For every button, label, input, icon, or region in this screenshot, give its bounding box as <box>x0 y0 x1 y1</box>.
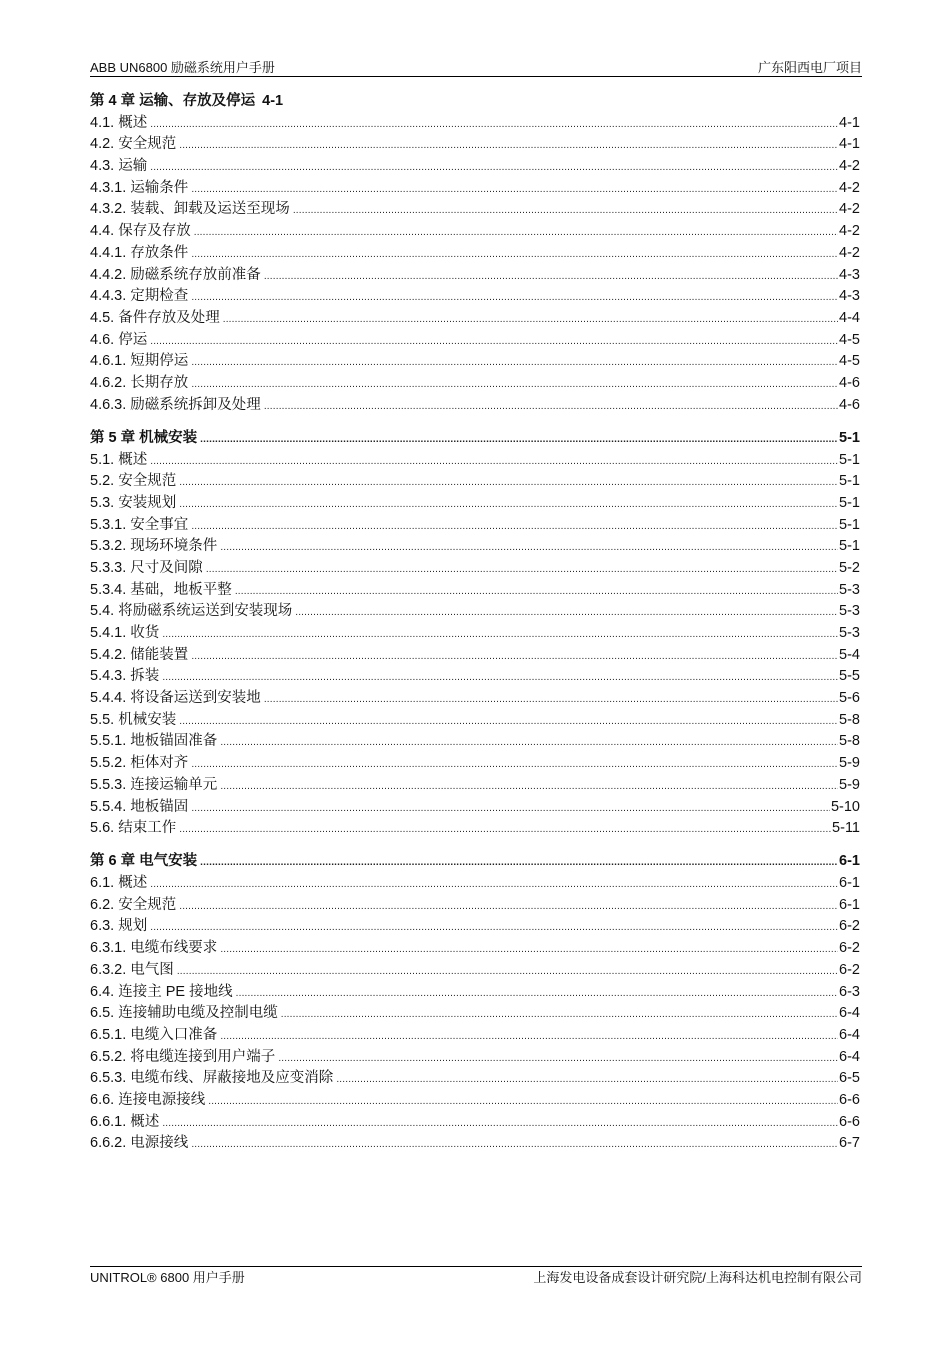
toc-dot-leader <box>293 200 838 222</box>
toc-entry[interactable] <box>90 113 860 135</box>
toc-entry-label: 第 4 章 运输、存放及停运 <box>90 93 256 109</box>
toc-dot-leader <box>206 559 838 581</box>
toc-entry[interactable] <box>90 221 860 243</box>
toc-chapter-entry[interactable] <box>90 428 860 450</box>
header-title: ABB UN6800 励磁系统用户手册 <box>90 60 275 75</box>
toc-entry-label: 5.2. 安全规范 <box>90 473 177 490</box>
toc-dot-leader <box>281 1004 838 1026</box>
toc-entry[interactable] <box>90 450 860 472</box>
toc-dot-leader <box>200 429 838 451</box>
toc-dot-leader <box>177 961 838 983</box>
header-project: 广东阳西电厂项目 <box>757 60 862 75</box>
page-footer <box>90 1268 862 1288</box>
toc-entry[interactable] <box>90 536 860 558</box>
toc-page-number: 4-3 <box>839 266 860 283</box>
toc-entry[interactable] <box>90 775 860 797</box>
toc-entry[interactable] <box>90 243 860 265</box>
toc-entry[interactable] <box>90 710 860 732</box>
toc-entry-label: 4.3. 运输 <box>90 158 148 175</box>
toc-entry-label: 5.6. 结束工作 <box>90 820 177 837</box>
toc-entry-label: 6.5.3. 电缆布线、屏蔽接地及应变消除 <box>90 1070 334 1087</box>
toc-page-number: 6-3 <box>839 983 860 1000</box>
toc-page-number: 4-5 <box>839 353 860 370</box>
toc-page-number: 5-4 <box>839 646 860 663</box>
toc-entry-label: 5.4. 将励磁系统运送到安装现场 <box>90 603 293 620</box>
toc-dot-leader <box>220 537 838 559</box>
toc-dot-leader <box>264 266 838 288</box>
page-header <box>90 56 862 76</box>
toc-page-number: 4-6 <box>839 396 860 413</box>
toc-entry-label: 5.3. 安装规划 <box>90 494 177 511</box>
toc-dot-leader <box>264 689 838 711</box>
toc-page-number: 5-1 <box>839 494 860 511</box>
toc-dot-leader <box>194 222 838 244</box>
toc-dot-leader <box>191 179 838 201</box>
toc-page-number: 6-2 <box>839 940 860 957</box>
toc-page-number: 4-5 <box>839 331 860 348</box>
table-of-contents <box>90 91 860 1155</box>
toc-entry-label: 4.6.1. 短期停运 <box>90 353 189 370</box>
toc-page-number: 4-4 <box>839 309 860 326</box>
toc-entry[interactable] <box>90 818 860 840</box>
toc-entry-label: 6.5. 连接辅助电缆及控制电缆 <box>90 1005 278 1022</box>
toc-entry[interactable] <box>90 731 860 753</box>
toc-entry-label: 4.1. 概述 <box>90 114 148 131</box>
toc-entry[interactable] <box>90 938 860 960</box>
toc-entry-label: 6.3.1. 电缆布线要求 <box>90 940 218 957</box>
toc-dot-leader <box>162 667 838 689</box>
toc-entry-label: 5.5. 机械安装 <box>90 711 177 728</box>
toc-entry[interactable] <box>90 753 860 775</box>
toc-dot-leader <box>191 646 838 668</box>
toc-chapter-entry[interactable] <box>90 851 860 873</box>
toc-page-number: 4-2 <box>839 244 860 261</box>
toc-dot-leader <box>208 1091 838 1113</box>
toc-page-number: 5-2 <box>839 559 860 576</box>
toc-dot-leader <box>278 1048 838 1070</box>
toc-entry-label: 5.3.1. 安全事宜 <box>90 516 189 533</box>
toc-entry[interactable] <box>90 797 860 819</box>
toc-dot-leader <box>179 135 838 157</box>
toc-dot-leader <box>191 374 838 396</box>
toc-dot-leader <box>191 1134 838 1156</box>
toc-entry-label: 5.5.1. 地板锚固准备 <box>90 733 218 750</box>
toc-page-number: 6-1 <box>839 896 860 913</box>
toc-entry[interactable] <box>90 395 860 417</box>
toc-page-number: 4-2 <box>839 223 860 240</box>
toc-dot-leader <box>162 624 838 646</box>
toc-entry-label: 第 5 章 机械安装 <box>90 429 198 446</box>
toc-entry[interactable] <box>90 308 860 330</box>
toc-entry[interactable] <box>90 960 860 982</box>
toc-page-number: 6-7 <box>839 1135 860 1152</box>
toc-page-number: 5-1 <box>839 538 860 555</box>
toc-page-number: 5-3 <box>839 603 860 620</box>
toc-entry-label: 5.5.4. 地板锚固 <box>90 798 189 815</box>
toc-dot-leader <box>191 754 838 776</box>
toc-dot-leader <box>179 472 838 494</box>
toc-page-number: 5-9 <box>839 776 860 793</box>
toc-entry[interactable] <box>90 1003 860 1025</box>
toc-page-number: 6-4 <box>839 1048 860 1065</box>
toc-entry[interactable] <box>90 623 860 645</box>
toc-page-number: 5-10 <box>830 798 860 815</box>
toc-chapter-entry[interactable] <box>90 91 860 113</box>
toc-entry-label: 4.4.1. 存放条件 <box>90 244 189 261</box>
toc-page-number: 5-9 <box>839 755 860 772</box>
toc-page-number: 6-5 <box>839 1070 860 1087</box>
toc-dot-leader <box>150 331 838 353</box>
toc-entry[interactable] <box>90 916 860 938</box>
toc-entry-label: 5.3.2. 现场环境条件 <box>90 538 218 555</box>
toc-page-number: 5-1 <box>839 451 860 468</box>
toc-entry-label: 4.6.2. 长期存放 <box>90 374 189 391</box>
toc-dot-leader <box>179 819 831 841</box>
toc-entry-label: 5.4.3. 拆装 <box>90 668 160 685</box>
toc-page-number: 5-1 <box>839 429 860 446</box>
toc-dot-leader <box>191 352 838 374</box>
toc-entry[interactable] <box>90 330 860 352</box>
toc-page-number: 5-1 <box>839 516 860 533</box>
toc-page-number: 5-11 <box>832 820 860 837</box>
toc-page-number: 4-1 <box>839 136 860 153</box>
toc-entry[interactable] <box>90 1090 860 1112</box>
toc-entry[interactable] <box>90 515 860 537</box>
toc-page-number: 6-6 <box>839 1091 860 1108</box>
toc-entry[interactable] <box>90 645 860 667</box>
toc-entry-label: 6.3. 规划 <box>90 918 148 935</box>
toc-dot-leader <box>179 494 838 516</box>
toc-entry-label: 5.4.1. 收货 <box>90 625 160 641</box>
toc-page-number: 5-8 <box>839 711 860 728</box>
toc-entry-label: 4.6.3. 励磁系统拆卸及处理 <box>90 396 261 413</box>
toc-entry[interactable] <box>90 982 860 1004</box>
toc-dot-leader <box>179 896 838 918</box>
toc-entry-label: 4.3.1. 运输条件 <box>90 179 189 196</box>
header-divider <box>90 76 862 77</box>
toc-dot-leader <box>150 157 838 179</box>
toc-page-number: 5-5 <box>839 668 860 685</box>
toc-dot-leader <box>150 917 838 939</box>
toc-entry[interactable] <box>90 156 860 178</box>
toc-entry[interactable] <box>90 134 860 156</box>
toc-entry[interactable] <box>90 471 860 493</box>
toc-entry-label: 5.3.3. 尺寸及间隙 <box>90 559 203 576</box>
toc-page-number: 6-1 <box>839 875 860 892</box>
toc-entry-label: 5.4.4. 将设备运送到安装地 <box>90 690 261 707</box>
toc-entry-label: 4.6. 停运 <box>90 331 148 348</box>
toc-page-number: 5-3 <box>839 625 860 641</box>
footer-company: 上海发电设备成套设计研究院/上海科达机电控制有限公司 <box>533 1270 862 1285</box>
toc-entry-label: 4.4. 保存及存放 <box>90 223 191 240</box>
toc-entry-label: 5.5.2. 柜体对齐 <box>90 755 189 772</box>
toc-entry[interactable] <box>90 666 860 688</box>
toc-dot-leader <box>220 939 838 961</box>
toc-dot-leader <box>336 1069 838 1091</box>
toc-entry[interactable] <box>90 1068 860 1090</box>
toc-entry[interactable] <box>90 1025 860 1047</box>
toc-entry-label: 5.4.2. 储能装置 <box>90 646 189 663</box>
toc-dot-leader <box>191 244 838 266</box>
toc-page-number: 6-4 <box>839 1005 860 1022</box>
toc-page-number: 5-3 <box>839 581 860 598</box>
toc-entry[interactable] <box>90 873 860 895</box>
toc-dot-leader <box>150 451 838 473</box>
toc-entry-label: 4.4.3. 定期检查 <box>90 288 189 305</box>
toc-entry[interactable] <box>90 373 860 395</box>
toc-page-number: 6-1 <box>839 853 860 870</box>
toc-entry[interactable] <box>90 493 860 515</box>
toc-page-number: 6-4 <box>839 1026 860 1043</box>
toc-entry-label: 6.6.1. 概述 <box>90 1113 160 1130</box>
toc-page-number: 5-6 <box>839 690 860 707</box>
toc-dot-leader <box>236 983 838 1005</box>
toc-section <box>90 91 860 416</box>
toc-dot-leader <box>200 852 838 874</box>
footer-product: UNITROL® 6800 用户手册 <box>90 1270 245 1285</box>
toc-entry-label: 5.5.3. 连接运输单元 <box>90 776 218 793</box>
toc-entry[interactable] <box>90 178 860 200</box>
toc-entry[interactable] <box>90 558 860 580</box>
toc-entry[interactable] <box>90 1133 860 1155</box>
toc-dot-leader <box>150 874 838 896</box>
toc-page-number: 6-2 <box>839 918 860 935</box>
toc-entry-label: 5.3.4. 基础，地板平整 <box>90 581 232 598</box>
toc-dot-leader <box>220 732 838 754</box>
toc-page-number: 4-2 <box>839 179 860 196</box>
toc-entry-label: 4.5. 备件存放及处理 <box>90 309 220 326</box>
toc-section <box>90 851 860 1155</box>
toc-entry[interactable] <box>90 601 860 623</box>
toc-entry-label: 4.4.2. 励磁系统存放前准备 <box>90 266 261 283</box>
toc-page-number: 6-2 <box>839 961 860 978</box>
toc-dot-leader <box>264 396 838 418</box>
toc-dot-leader <box>150 114 838 136</box>
toc-dot-leader <box>220 1026 838 1048</box>
toc-dot-leader <box>191 798 830 820</box>
toc-entry[interactable] <box>90 688 860 710</box>
toc-entry[interactable] <box>90 895 860 917</box>
toc-entry-label: 4.2. 安全规范 <box>90 136 177 153</box>
toc-dot-leader <box>295 602 838 624</box>
toc-entry-label: 6.6.2. 电源接线 <box>90 1135 189 1152</box>
toc-page-number: 4-2 <box>839 158 860 175</box>
toc-page-number: 4-6 <box>839 374 860 391</box>
toc-entry-label: 6.6. 连接电源接线 <box>90 1091 206 1108</box>
toc-entry[interactable] <box>90 580 860 602</box>
toc-entry-label: 第 6 章 电气安装 <box>90 853 198 870</box>
toc-dot-leader <box>235 581 838 603</box>
footer-divider <box>90 1266 862 1267</box>
toc-entry-label: 6.1. 概述 <box>90 875 148 892</box>
toc-entry-label: 6.5.1. 电缆入口准备 <box>90 1026 218 1043</box>
toc-dot-leader <box>191 287 838 309</box>
toc-dot-leader <box>162 1113 838 1135</box>
toc-page-number: 4-3 <box>839 288 860 305</box>
toc-page-number: 4-2 <box>839 201 860 218</box>
toc-page-number: 5-8 <box>839 733 860 750</box>
toc-section <box>90 428 860 840</box>
toc-dot-leader <box>191 516 838 538</box>
toc-entry[interactable] <box>90 1112 860 1134</box>
toc-entry[interactable] <box>90 351 860 373</box>
toc-page-number: 4-1 <box>262 93 284 109</box>
toc-dot-leader <box>179 711 838 733</box>
toc-entry-label: 4.3.2. 装载、卸载及运送至现场 <box>90 201 290 218</box>
toc-entry[interactable] <box>90 286 860 308</box>
toc-entry[interactable] <box>90 1047 860 1069</box>
toc-page-number: 4-1 <box>839 114 860 131</box>
toc-entry-label: 6.5.2. 将电缆连接到用户端子 <box>90 1048 276 1065</box>
toc-entry-label: 6.3.2. 电气图 <box>90 961 174 978</box>
toc-dot-leader <box>220 776 838 798</box>
toc-entry[interactable] <box>90 265 860 287</box>
toc-dot-leader <box>223 309 838 331</box>
toc-entry[interactable] <box>90 199 860 221</box>
toc-entry-label: 6.2. 安全规范 <box>90 896 177 913</box>
toc-entry-label: 6.4. 连接主 PE 接地线 <box>90 983 233 1000</box>
toc-page-number: 5-1 <box>839 473 860 490</box>
toc-entry-label: 5.1. 概述 <box>90 451 148 468</box>
toc-page-number: 6-6 <box>839 1113 860 1130</box>
